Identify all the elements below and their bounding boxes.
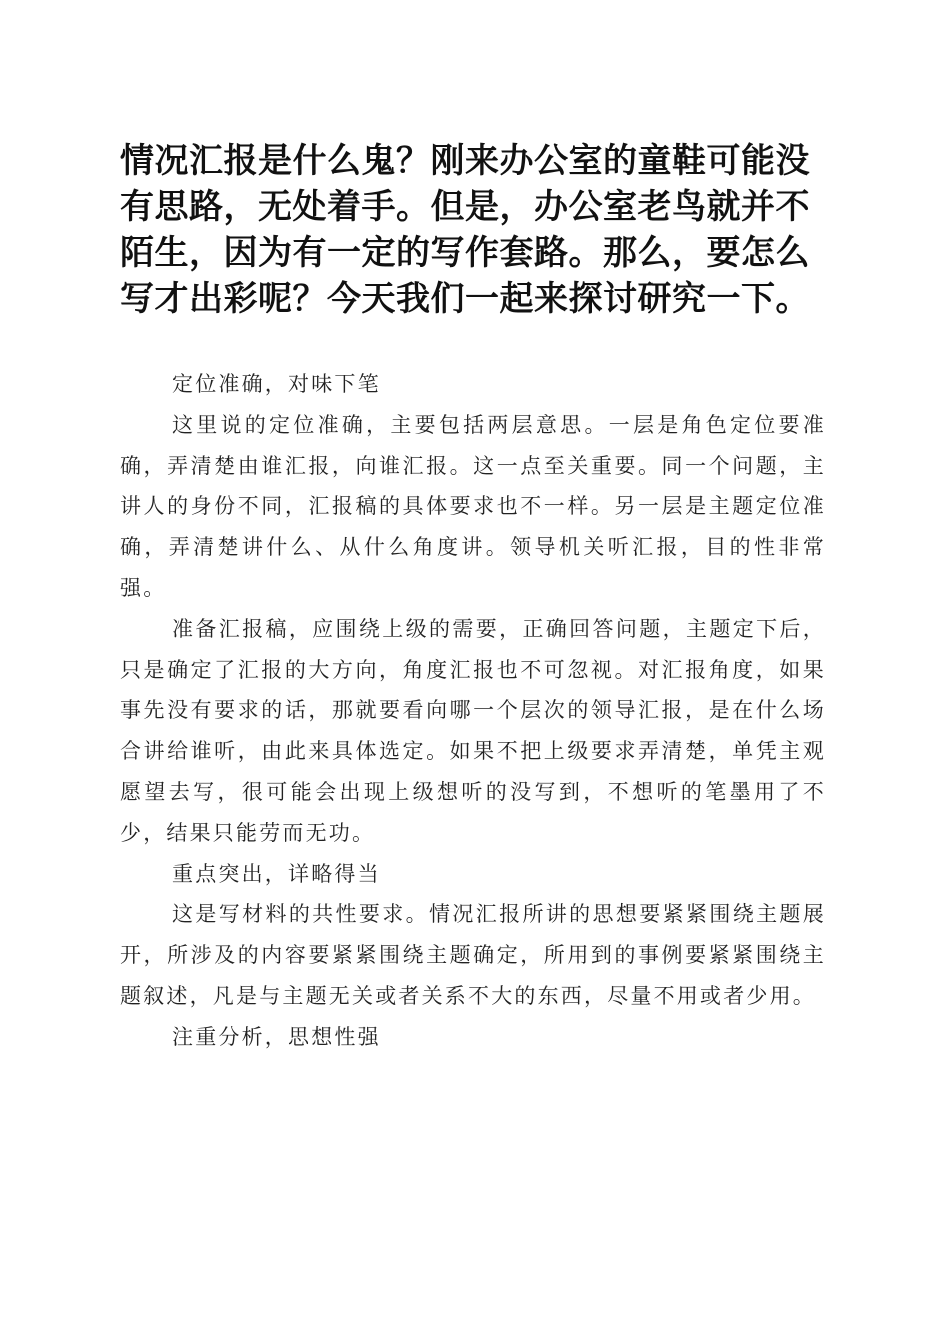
paragraph-positioning-meaning: 这里说的定位准确，主要包括两层意思。一层是角色定位要准确，弄清楚由谁汇报，向谁汇报。这一点至关重要。同一个问题，主讲人的身份不同，汇报稿的具体要求也不一样。另一层是主题定位准确，弄清楚讲什么、从什么角度讲。领导机关听汇报，目的性非常强。 [120,412,826,600]
document-body [120,364,826,1058]
paragraph-report-angle: 准备汇报稿，应围绕上级的需要，正确回答问题，主题定下后，只是确定了汇报的大方向，角度汇报也不可忽视。对汇报角度，如果事先没有要求的话，那就要看向哪一个层次的领导汇报，是在什么场合讲给谁听，由此来具体选定。如果不把上级要求弄清楚，单凭主观愿望去写，很可能会出现上级想听的没写到，不想听的笔墨用了不少，结果只能劳而无功。 [120,616,826,845]
document-title: 情况汇报是什么鬼？刚来办公室的童鞋可能没有思路，无处着手。但是，办公室老鸟就并不陌生，因为有一定的写作套路。那么，要怎么写才出彩呢？今天我们一起来探讨研究一下。 [120,141,810,319]
section-heading-key-points: 重点突出，详略得当 [172,861,381,886]
section-heading-positioning: 定位准确，对味下笔 [172,372,381,396]
paragraph-common-requirement: 这是写材料的共性要求。情况汇报所讲的思想要紧紧围绕主题展开，所涉及的内容要紧紧围绕主题确定，所用到的事例要紧紧围绕主题叙述，凡是与主题无关或者关系不大的东西，尽量不用或者少用。 [120,902,826,1008]
section-heading-analysis: 注重分析，思想性强 [172,1024,381,1049]
